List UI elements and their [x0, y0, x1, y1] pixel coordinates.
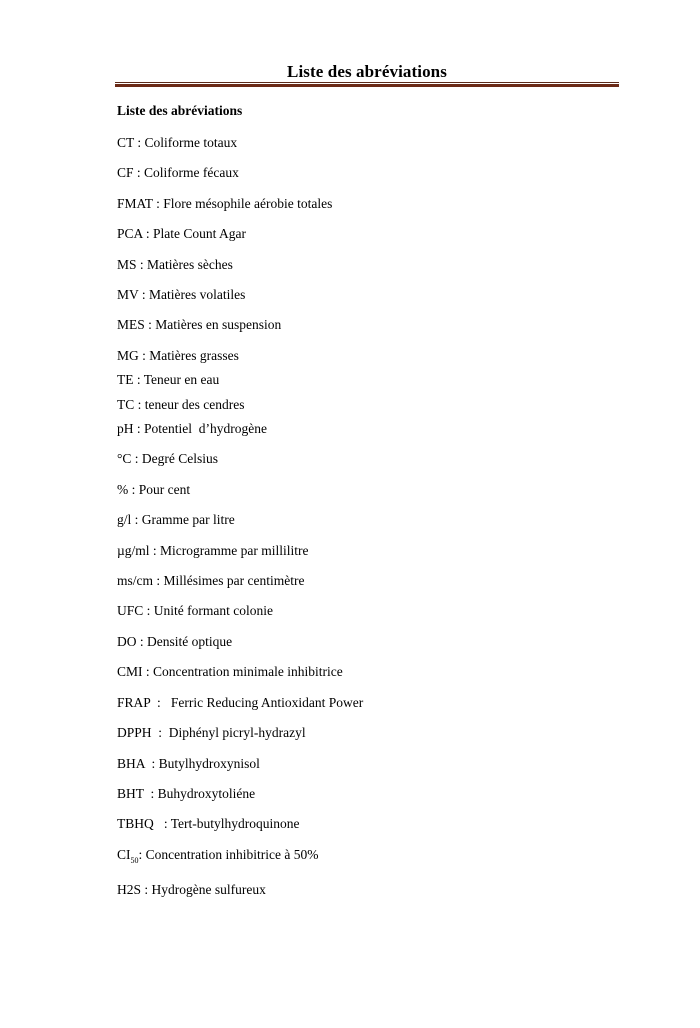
abbreviation-item: ms/cm : Millésimes par centimètre — [117, 573, 305, 588]
abbreviation-item: MES : Matières en suspension — [117, 317, 282, 332]
abbreviation-item: g/l : Gramme par litre — [117, 512, 235, 527]
abbreviation-item: % : Pour cent — [117, 482, 191, 497]
abbreviation-item: MG : Matières grasses — [117, 348, 239, 363]
abbreviation-item: DPPH : Diphényl picryl-hydrazyl — [117, 725, 306, 740]
abbreviation-item: FRAP : Ferric Reducing Antioxidant Power — [117, 695, 364, 710]
page-title: Liste des abréviations — [287, 62, 447, 81]
abbreviation-item: UFC : Unité formant colonie — [117, 603, 273, 618]
abbreviation-item: TBHQ : Tert-butylhydroquinone — [117, 816, 300, 831]
abbreviation-item: H2S : Hydrogène sulfureux — [117, 882, 266, 897]
abbreviation-item: µg/ml : Microgramme par millilitre — [117, 543, 309, 558]
abbreviation-item: CF : Coliforme fécaux — [117, 165, 239, 180]
abbreviation-item: PCA : Plate Count Agar — [117, 226, 247, 241]
section-title: Liste des abréviations — [117, 103, 243, 118]
abbreviation-item: FMAT : Flore mésophile aérobie totales — [117, 196, 333, 211]
abbreviation-prefix: CI — [117, 847, 131, 862]
abbreviation-item: DO : Densité optique — [117, 634, 233, 649]
abbreviation-item: MV : Matières volatiles — [117, 287, 246, 302]
header-divider-thin — [115, 82, 619, 83]
abbreviation-subscript: 50 — [130, 856, 139, 865]
abbreviation-item: °C : Degré Celsius — [117, 451, 219, 466]
abbreviation-item: MS : Matières sèches — [117, 257, 233, 272]
abbreviation-item: TC : teneur des cendres — [117, 397, 245, 412]
abbreviation-item: TE : Teneur en eau — [117, 372, 220, 387]
page-header — [115, 58, 619, 90]
abbreviation-item: BHT : Buhydroxytoliéne — [117, 786, 256, 801]
abbreviation-definition: : Concentration inhibitrice à 50% — [138, 847, 319, 862]
abbreviation-item: pH : Potentiel d’hydrogène — [117, 421, 267, 436]
abbreviation-item: CMI : Concentration minimale inhibitrice — [117, 664, 343, 679]
abbreviation-item-ci50 — [117, 846, 318, 864]
abbreviation-item: CT : Coliforme totaux — [117, 135, 238, 150]
header-divider-thick — [115, 84, 619, 87]
abbreviation-item: BHA : Butylhydroxynisol — [117, 756, 260, 771]
